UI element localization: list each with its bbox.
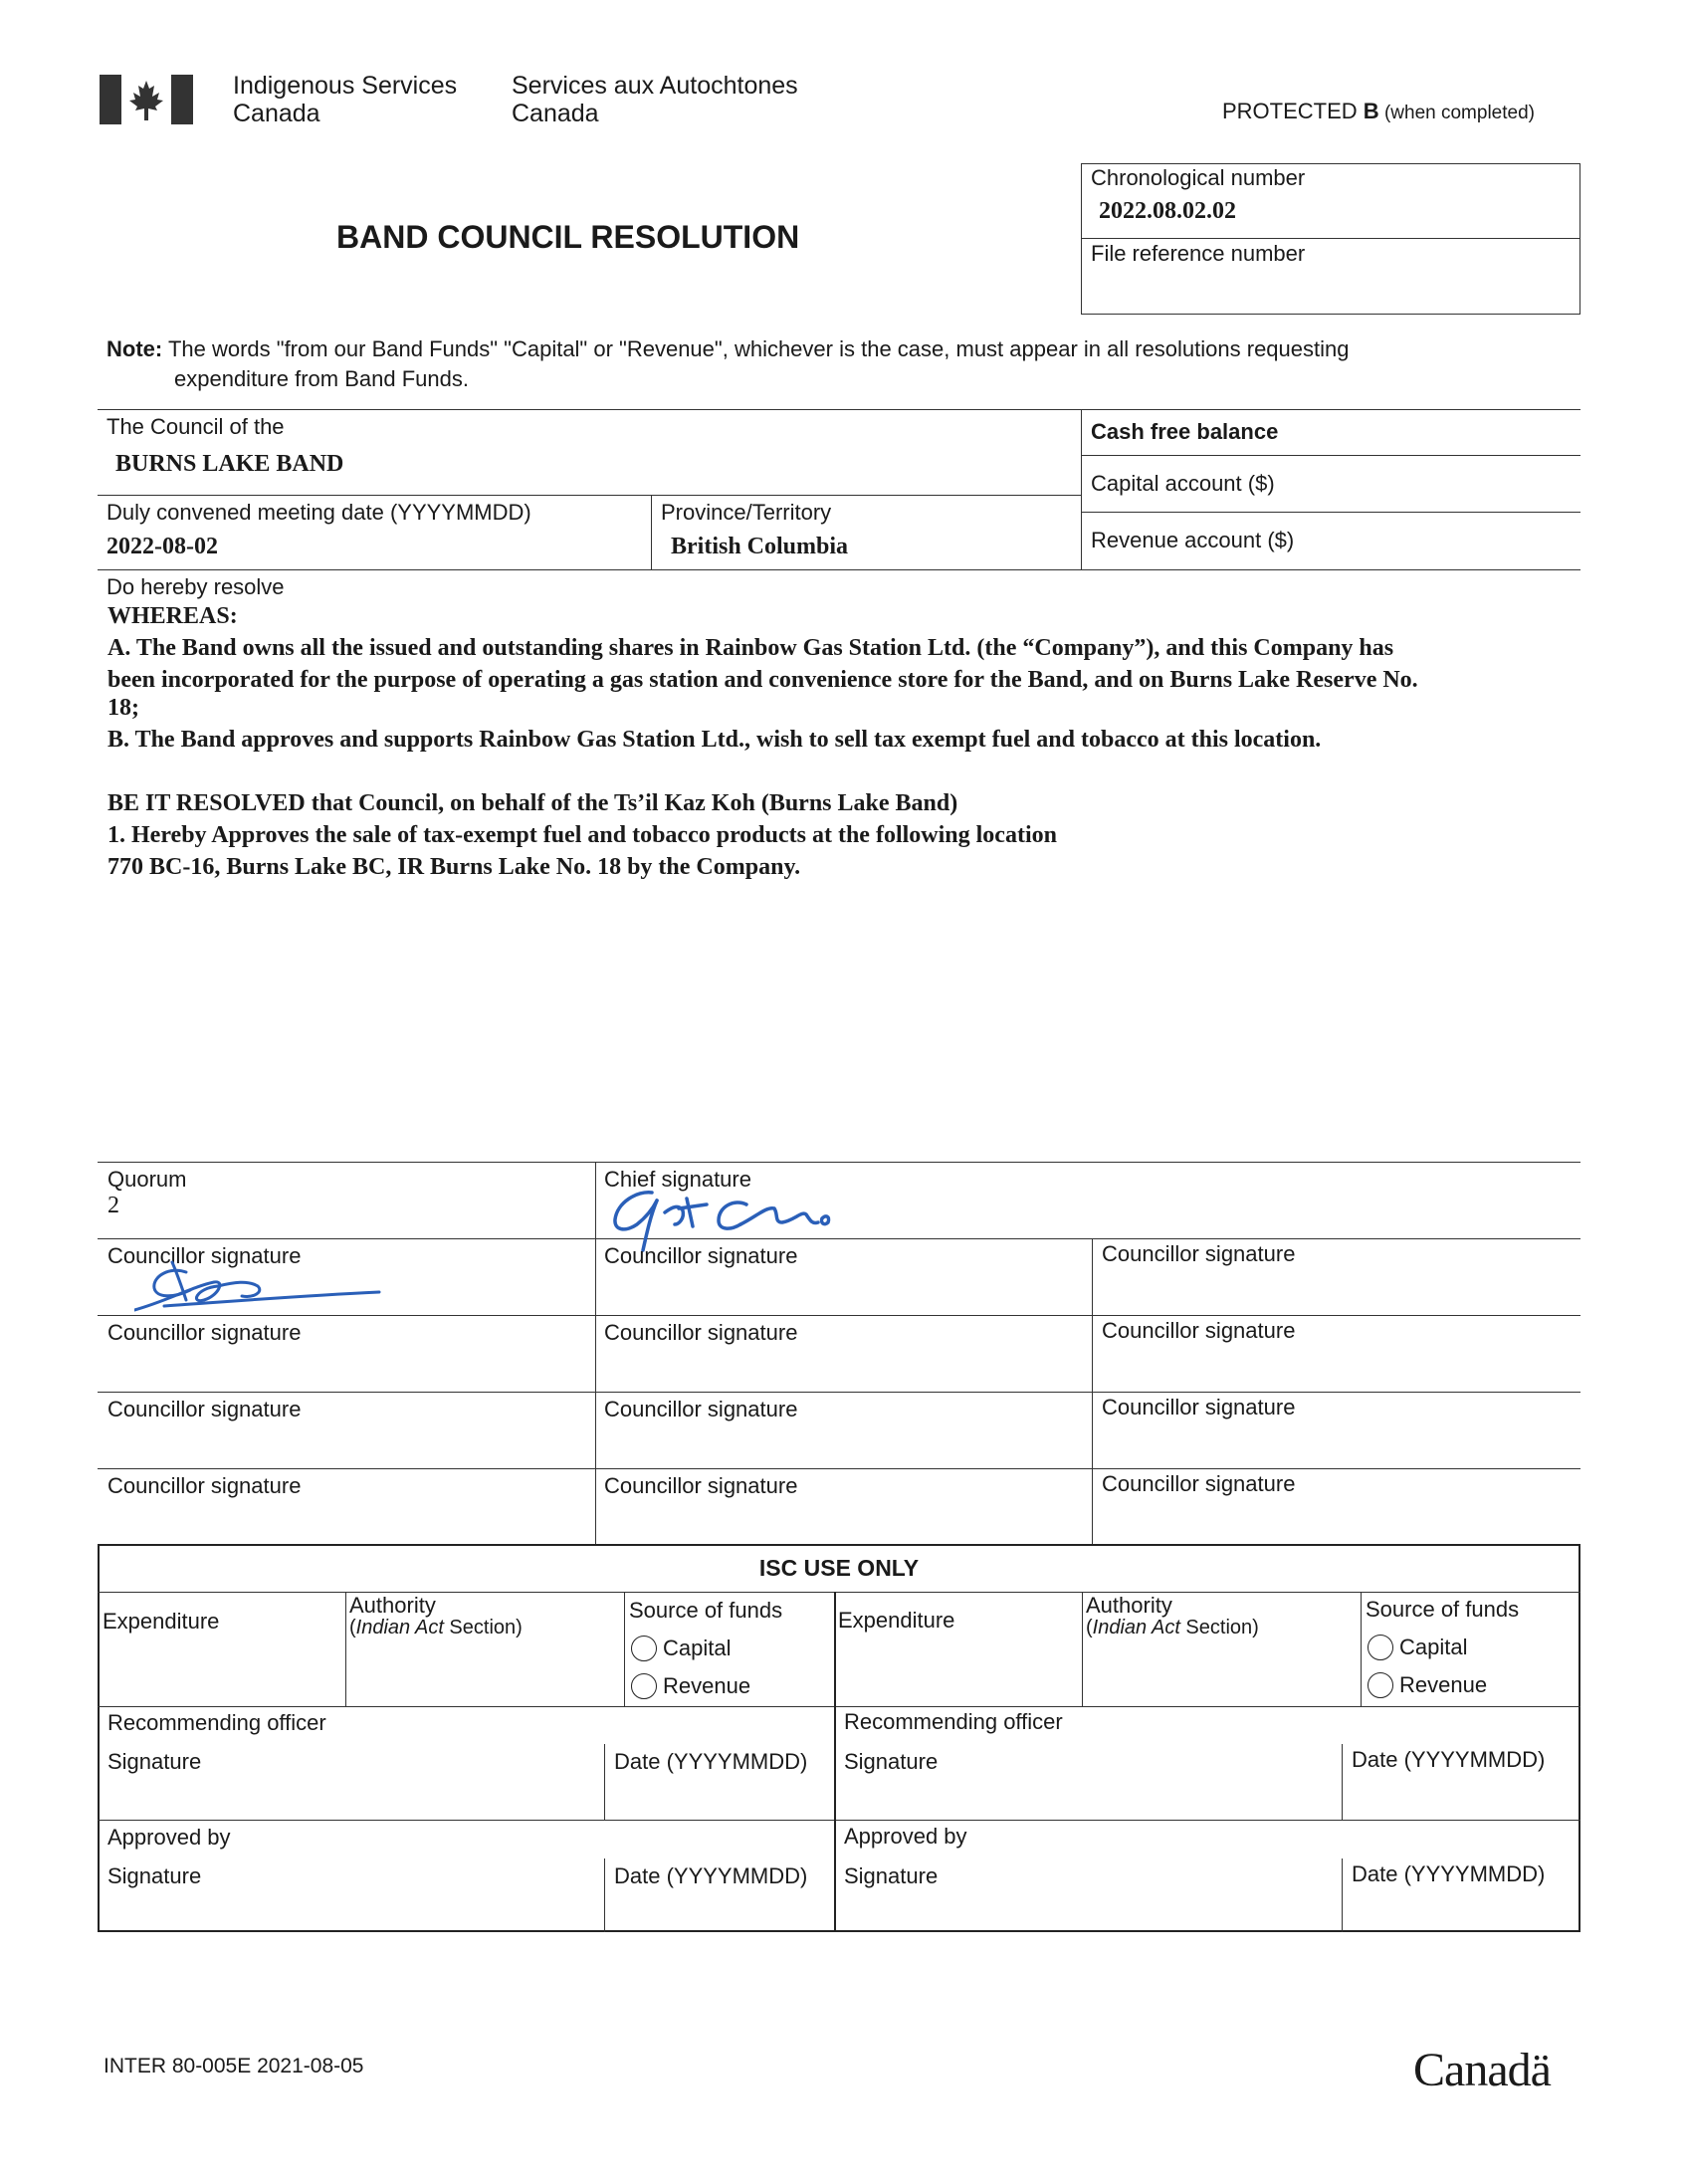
councillor-signature-label-r2c3: Councillor signature — [1102, 1318, 1296, 1343]
isc-left-approved-signature-label: Signature — [107, 1863, 202, 1888]
resolved-line3: 770 BC-16, Burns Lake BC, IR Burns Lake No. 18 by the Company. — [107, 854, 801, 880]
department-name-en — [233, 72, 457, 127]
clause-a-line2: been incorporated for the purpose of operating a gas station and convenience store for the Band, and on Burns Lake Reserve No. — [107, 667, 1418, 693]
department-name-en-line2: Canada — [233, 100, 320, 127]
isc-left-recommending-officer-label: Recommending officer — [107, 1710, 326, 1735]
isc-left-source-line — [624, 1592, 625, 1706]
sig-col-line-2 — [1092, 1238, 1093, 1544]
note — [106, 334, 1350, 394]
file-reference-label: File reference number — [1091, 241, 1306, 266]
isc-right-capital-label: Capital — [1399, 1635, 1468, 1660]
council-top-line — [98, 409, 1580, 410]
isc-funds-bottom-line — [98, 1706, 1580, 1707]
council-bottom-line — [98, 569, 1580, 570]
note-line2: expenditure from Band Funds. — [174, 366, 469, 391]
isc-left-authority-title: Authority — [349, 1593, 436, 1618]
cash-free-balance-label: Cash free balance — [1091, 419, 1279, 444]
province-label: Province/Territory — [661, 500, 832, 525]
canada-wordmark: Canadä — [1413, 2044, 1551, 2096]
councillor-signature-r1c1[interactable] — [134, 1242, 383, 1322]
note-line1: The words "from our Band Funds" "Capital" or "Revenue", whichever is the case, must appear in all resolutions requesting — [167, 336, 1350, 361]
resolved-line2: 1. Hereby Approves the sale of tax-exempt fuel and tobacco products at the following location — [107, 822, 1057, 848]
isc-left-revenue-radio[interactable] — [631, 1672, 750, 1699]
isc-title-line — [98, 1592, 1580, 1593]
isc-left-recommending-signature-label: Signature — [107, 1749, 202, 1774]
resolved-line1: BE IT RESOLVED that Council, on behalf of the Ts’il Kaz Koh (Burns Lake Band) — [107, 790, 958, 816]
council-divider — [98, 495, 1081, 496]
sig-line-4 — [98, 1468, 1580, 1469]
radio-circle-icon[interactable] — [631, 1636, 657, 1661]
isc-left-authority-section: Section) — [443, 1617, 523, 1638]
resolution-text[interactable] — [107, 600, 1590, 883]
councillor-signature-label-r1c3: Councillor signature — [1102, 1241, 1296, 1266]
chronological-number-label: Chronological number — [1091, 165, 1306, 190]
isc-right-recommending-signature-label: Signature — [844, 1749, 939, 1774]
isc-left-authority-act: Indian Act — [355, 1617, 444, 1638]
province-left-line — [651, 495, 652, 569]
clause-b-line1: B. The Band approves and supports Rainbow Gas Station Ltd., wish to sell tax exempt fuel and tobacco at this location. — [107, 727, 1322, 753]
isc-right-approved-by-label: Approved by — [844, 1824, 967, 1849]
whereas-heading: WHEREAS: — [107, 603, 238, 629]
council-value[interactable]: BURNS LAKE BAND — [115, 451, 344, 477]
quorum-label: Quorum — [107, 1167, 187, 1192]
councillor-signature-label-r4c2: Councillor signature — [604, 1473, 798, 1498]
radio-circle-icon[interactable] — [1368, 1672, 1393, 1698]
isc-right-recommending-date-label: Date (YYYYMMDD) — [1352, 1747, 1546, 1772]
clause-a-line3: 18; — [107, 695, 139, 721]
isc-right-recommending-officer-label: Recommending officer — [844, 1709, 1063, 1734]
isc-left-recommending-date-label: Date (YYYYMMDD) — [614, 1749, 808, 1774]
sig-line-0 — [98, 1162, 1580, 1163]
sig-line-3 — [98, 1392, 1580, 1393]
note-label: Note: — [106, 336, 163, 361]
isc-left-authority-line — [345, 1592, 346, 1706]
meeting-date-label: Duly convened meeting date (YYYYMMDD) — [106, 500, 531, 525]
protected-prefix: PROTECTED — [1222, 99, 1364, 123]
councillor-signature-label-r4c1: Councillor signature — [107, 1473, 302, 1498]
do-hereby-resolve-label: Do hereby resolve — [106, 574, 285, 599]
government-flag-logo — [100, 75, 195, 126]
isc-left-authority-paren: ( — [349, 1617, 356, 1638]
form-title: BAND COUNCIL RESOLUTION — [336, 219, 800, 255]
chief-signature-label: Chief signature — [604, 1167, 751, 1192]
clause-a-line1: A. The Band owns all the issued and outstanding shares in Rainbow Gas Station Ltd. (the “Company”), and this Company has — [107, 635, 1394, 661]
isc-right-recommend-date-line — [1342, 1744, 1343, 1820]
capital-account-label: Capital account ($) — [1091, 471, 1275, 496]
department-name-en-line1: Indigenous Services — [233, 72, 458, 100]
isc-left-authority-label — [349, 1595, 523, 1638]
isc-left-approved-date-line — [604, 1858, 605, 1932]
isc-right-source-label: Source of funds — [1366, 1597, 1520, 1622]
councillor-signature-label-r2c2: Councillor signature — [604, 1320, 798, 1345]
isc-left-revenue-label: Revenue — [663, 1673, 751, 1699]
chronological-divider — [1081, 238, 1580, 239]
isc-right-approved-date-label: Date (YYYYMMDD) — [1352, 1861, 1546, 1886]
isc-left-recommend-date-line — [604, 1744, 605, 1820]
isc-right-revenue-label: Revenue — [1399, 1672, 1488, 1698]
isc-left-expenditure-label: Expenditure — [103, 1609, 220, 1634]
quorum-value[interactable]: 2 — [107, 1193, 119, 1218]
cash-divider-1 — [1081, 455, 1580, 456]
isc-right-revenue-radio[interactable] — [1368, 1671, 1487, 1698]
isc-right-authority-line — [1082, 1592, 1083, 1706]
province-value[interactable]: British Columbia — [671, 534, 849, 559]
form-number: INTER 80-005E 2021-08-05 — [104, 2055, 364, 2077]
isc-left-approved-date-label: Date (YYYYMMDD) — [614, 1863, 808, 1888]
isc-center-line — [834, 1592, 836, 1932]
department-name-fr-line1: Services aux Autochtones — [512, 72, 798, 100]
isc-right-authority-label — [1086, 1595, 1259, 1638]
cash-box-left-line — [1081, 409, 1082, 570]
isc-right-authority-paren: ( — [1086, 1617, 1093, 1638]
protected-suffix: (when completed) — [1378, 103, 1535, 123]
councillor-signature-label-r1c2: Councillor signature — [604, 1243, 798, 1268]
councillor-signature-label-r1c1: Councillor signature — [107, 1243, 302, 1268]
meeting-date-value[interactable]: 2022-08-02 — [106, 534, 218, 559]
isc-right-authority-section: Section) — [1179, 1617, 1259, 1638]
cash-divider-2 — [1081, 512, 1580, 513]
revenue-account-label: Revenue account ($) — [1091, 528, 1295, 552]
protected-level: B — [1363, 99, 1379, 123]
isc-title: ISC USE ONLY — [758, 1555, 920, 1581]
sig-col-line-1 — [595, 1162, 596, 1544]
councillor-signature-label-r2c1: Councillor signature — [107, 1320, 302, 1345]
department-name-fr — [512, 72, 798, 127]
department-name-fr-line2: Canada — [512, 100, 599, 127]
isc-right-source-line — [1361, 1592, 1362, 1706]
isc-left-capital-radio[interactable] — [631, 1635, 731, 1661]
isc-left-capital-label: Capital — [663, 1636, 732, 1661]
protected-b-notice — [1222, 99, 1535, 124]
councillor-signature-label-r3c2: Councillor signature — [604, 1397, 798, 1421]
radio-circle-icon[interactable] — [631, 1673, 657, 1699]
councillor-signature-label-r3c3: Councillor signature — [1102, 1395, 1296, 1420]
council-label: The Council of the — [106, 414, 285, 439]
chronological-number-value[interactable]: 2022.08.02.02 — [1099, 198, 1236, 224]
councillor-signature-label-r4c3: Councillor signature — [1102, 1471, 1296, 1496]
isc-right-capital-radio[interactable] — [1368, 1634, 1467, 1660]
isc-left-approved-by-label: Approved by — [107, 1825, 231, 1850]
councillor-signature-label-r3c1: Councillor signature — [107, 1397, 302, 1421]
radio-circle-icon[interactable] — [1368, 1635, 1393, 1660]
isc-right-approved-date-line — [1342, 1858, 1343, 1932]
isc-recommend-bottom-line — [98, 1820, 1580, 1821]
isc-right-authority-act: Indian Act — [1092, 1617, 1180, 1638]
isc-right-expenditure-label: Expenditure — [838, 1608, 955, 1633]
isc-left-source-label: Source of funds — [629, 1598, 783, 1623]
isc-right-authority-title: Authority — [1086, 1593, 1172, 1618]
isc-right-approved-signature-label: Signature — [844, 1863, 939, 1888]
